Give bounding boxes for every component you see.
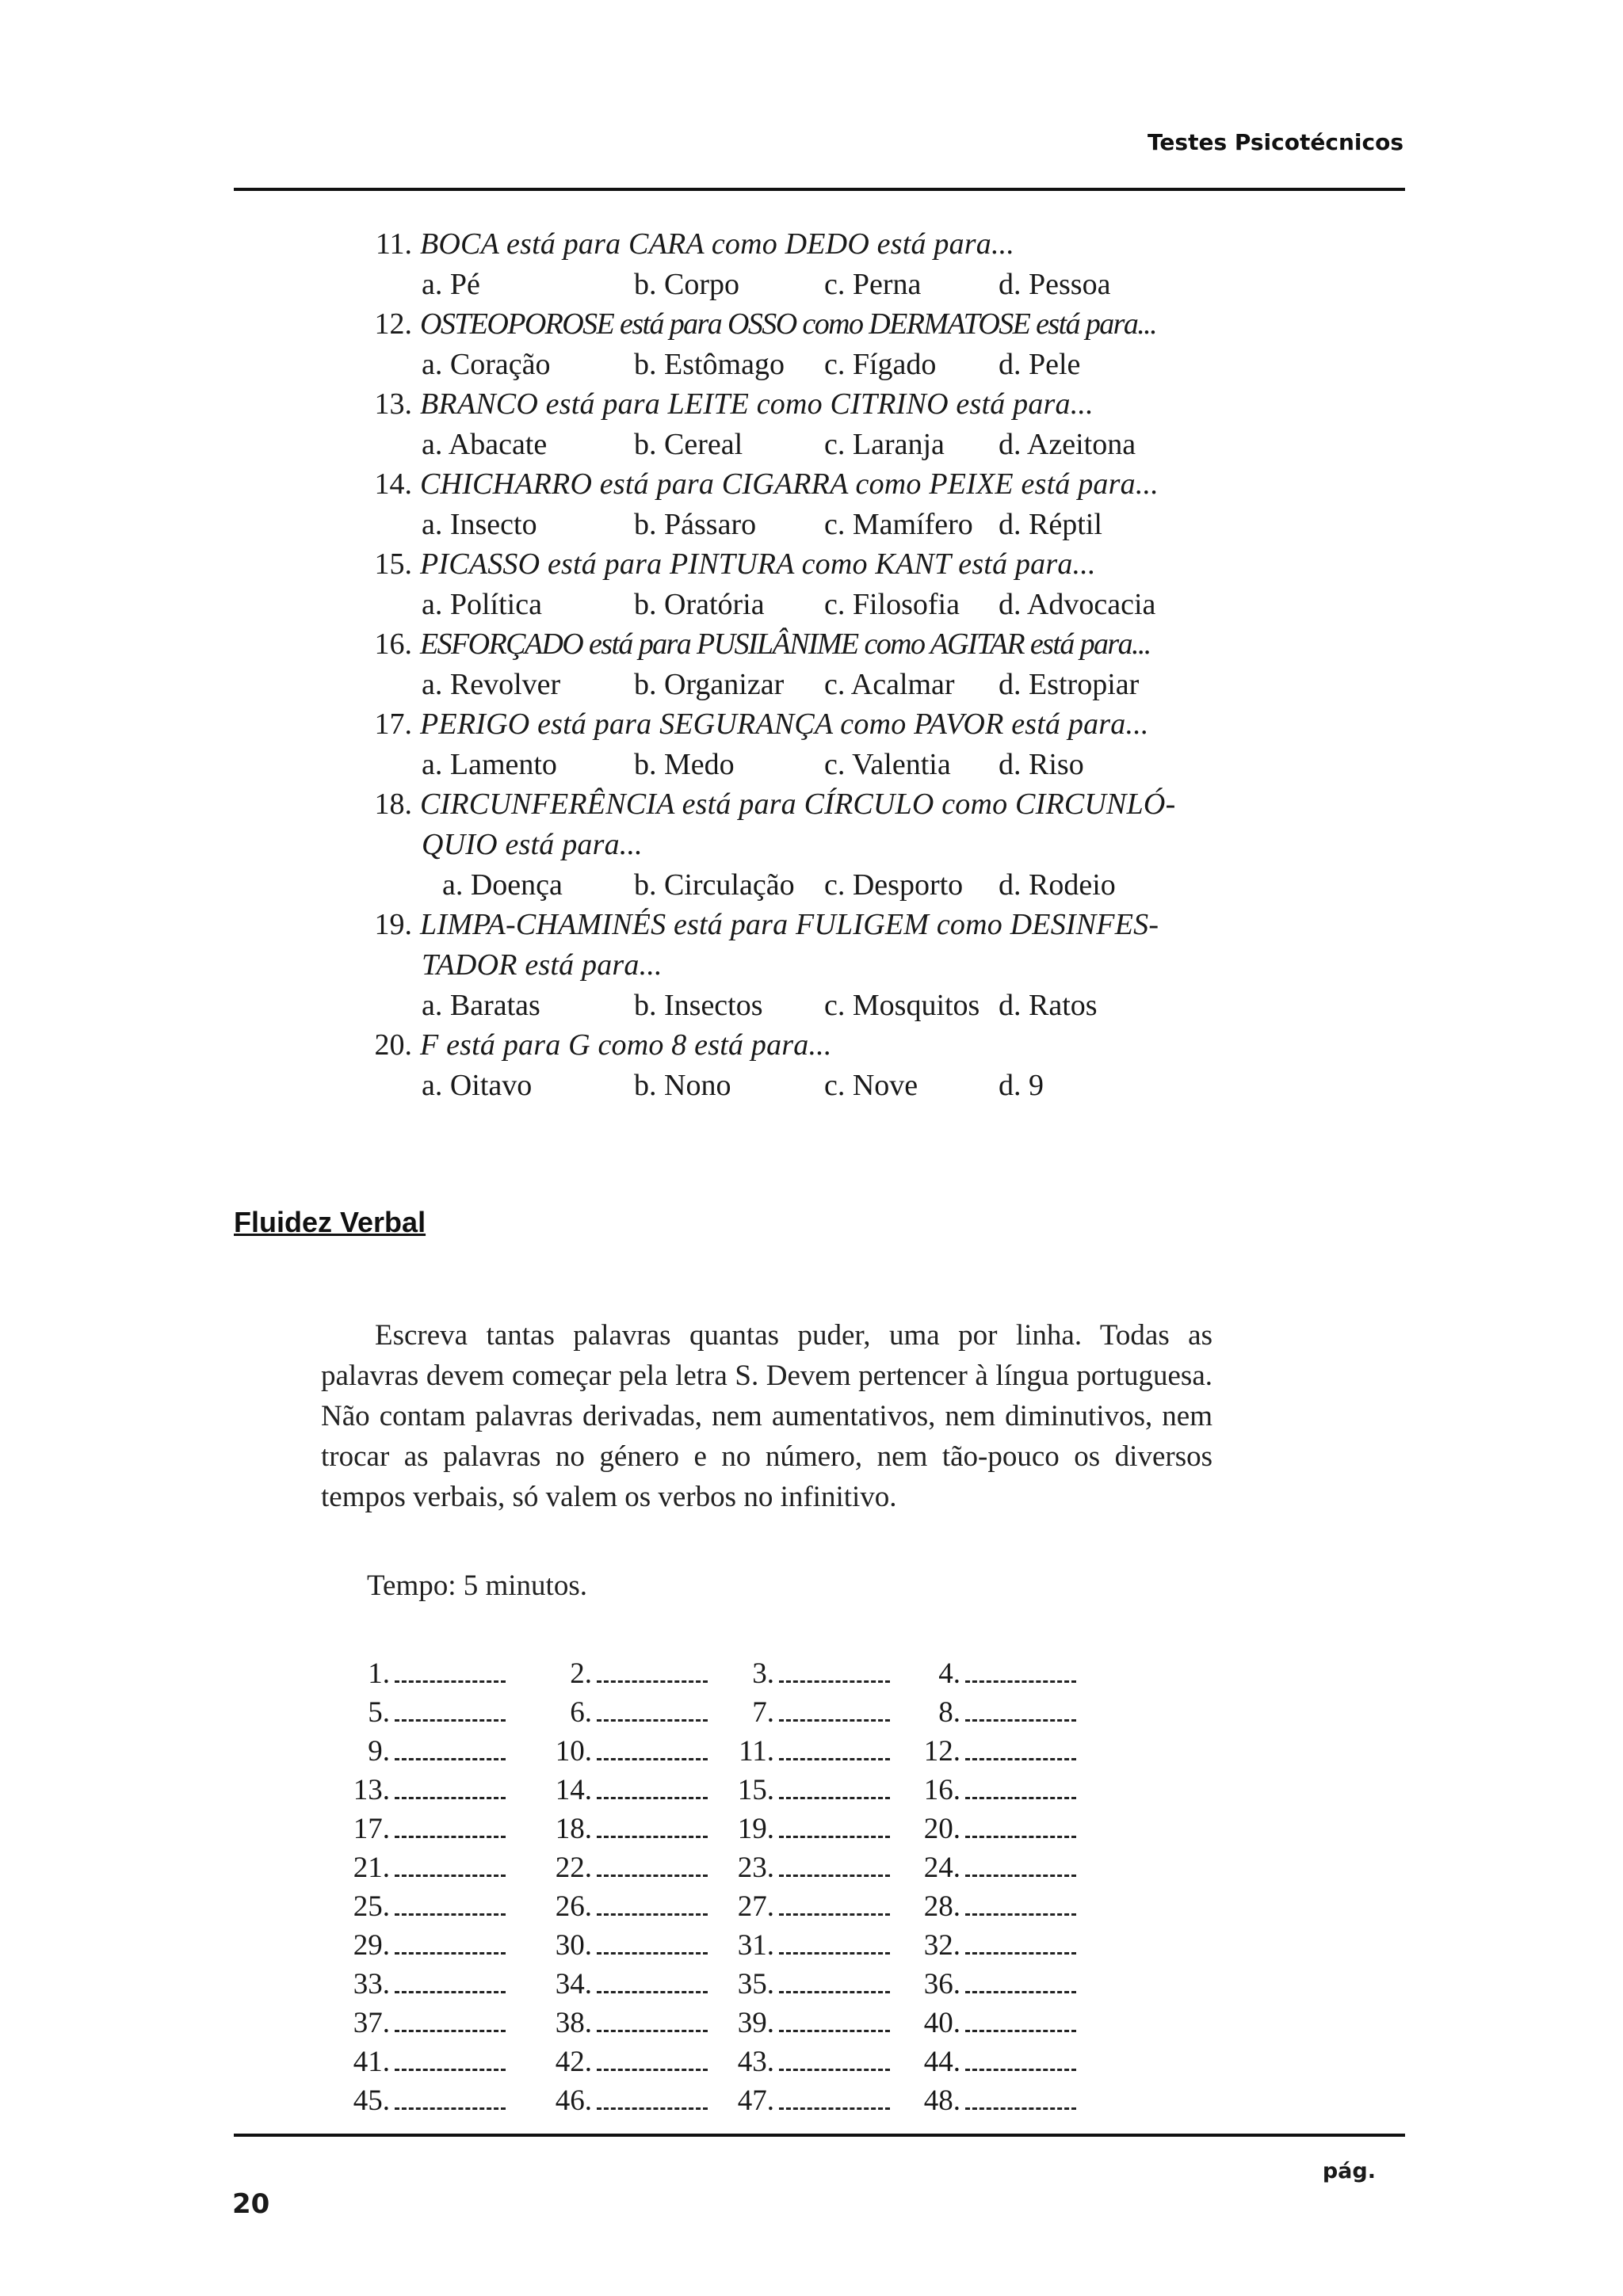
question-number: 20. (374, 1028, 412, 1062)
question-number: 18. (374, 788, 412, 821)
answer-slot-number: 16. (923, 1774, 960, 1806)
option-b: b. Cereal (634, 428, 743, 461)
answer-blank-line[interactable] (779, 1970, 890, 1993)
answer-slot (733, 1926, 890, 1965)
answer-grid-row (349, 1887, 1102, 1926)
option-b: b. Medo (634, 748, 735, 781)
answer-blank-line[interactable] (597, 1699, 708, 1722)
answer-slot (349, 1693, 506, 1732)
option-b: b. Oratória (634, 588, 765, 621)
option-b: b. Corpo (634, 268, 739, 301)
option-d: d. Pessoa (999, 268, 1111, 301)
option-d: d. Pele (999, 348, 1081, 381)
answer-slot (551, 1810, 708, 1848)
answer-slot-number: 21. (353, 1852, 390, 1884)
answer-blank-line[interactable] (395, 1776, 506, 1799)
answer-slot-number: 36. (923, 1968, 960, 2000)
option-a: a. Lamento (422, 748, 557, 781)
header-rule (234, 188, 1405, 191)
question-text: CHICHARRO está para CIGARRA como PEIXE está para... (420, 467, 1159, 501)
answer-blank-line[interactable] (597, 1737, 708, 1760)
answer-grid-row (349, 2042, 1102, 2081)
option-d: d. Advocacia (999, 588, 1156, 621)
answer-slot-number: 15. (737, 1774, 774, 1806)
answer-slot-number: 40. (923, 2007, 960, 2039)
answer-blank-line[interactable] (965, 1893, 1076, 1916)
answer-options (349, 745, 1268, 784)
question-number: 12. (374, 307, 412, 341)
answer-slot-number: 5. (368, 1696, 390, 1729)
answer-slot-number: 29. (353, 1929, 390, 1962)
question-item (349, 624, 1268, 704)
option-c: c. Nove (824, 1069, 918, 1102)
question-number: 19. (374, 908, 412, 941)
answer-slot (919, 2081, 1076, 2120)
option-a: a. Abacate (422, 428, 548, 461)
answer-blank-line[interactable] (965, 1970, 1076, 1993)
answer-blank-line[interactable] (779, 2048, 890, 2071)
page-number: 20 (232, 2188, 270, 2220)
option-a: a. Oitavo (422, 1069, 533, 1102)
answer-slot (919, 1693, 1076, 1732)
option-a: a. Doença (442, 868, 563, 902)
answer-grid-row (349, 1654, 1102, 1693)
answer-slot (919, 1848, 1076, 1887)
answer-slot (919, 1771, 1076, 1810)
answer-slot (349, 1771, 506, 1810)
answer-blank-line[interactable] (395, 1932, 506, 1955)
question-text: ESFORÇADO está para PUSILÂNIME como AGITAR está para... (420, 627, 1151, 661)
option-d: d. Rodeio (999, 868, 1116, 902)
answer-blank-line[interactable] (597, 1893, 708, 1916)
answer-slot (733, 2042, 890, 2081)
answer-blank-line[interactable] (395, 2087, 506, 2110)
answer-slot-number: 37. (353, 2007, 390, 2039)
answer-slot-number: 39. (737, 2007, 774, 2039)
option-d: d. Estropiar (999, 668, 1140, 701)
answer-grid-row (349, 2004, 1102, 2042)
answer-slot-number: 32. (923, 1929, 960, 1962)
answer-slot-number: 26. (555, 1890, 592, 1923)
answer-slot (733, 1732, 890, 1771)
question-item (349, 224, 1268, 304)
answer-slot-number: 23. (737, 1852, 774, 1884)
answer-options (349, 986, 1268, 1025)
answer-blank-line[interactable] (965, 1932, 1076, 1955)
answer-slot (733, 1693, 890, 1732)
option-c: c. Mosquitos (824, 989, 980, 1022)
answer-blank-line[interactable] (779, 1815, 890, 1838)
answer-blank-line[interactable] (597, 1970, 708, 1993)
answer-slot-number: 6. (570, 1696, 592, 1729)
answer-slot-number: 25. (353, 1890, 390, 1923)
answer-slot (733, 1810, 890, 1848)
answer-blank-line[interactable] (597, 1932, 708, 1955)
answer-slot-number: 45. (353, 2084, 390, 2117)
option-c: c. Mamífero (824, 508, 973, 541)
option-a: a. Coração (422, 348, 551, 381)
answer-blank-line[interactable] (965, 1776, 1076, 1799)
answer-slot (919, 1732, 1076, 1771)
answer-blank-line[interactable] (779, 1893, 890, 1916)
answer-grid-row (349, 1965, 1102, 2004)
time-limit-label: Tempo: 5 minutos. (367, 1569, 587, 1602)
answer-grid-row (349, 1848, 1102, 1887)
answer-blank-line[interactable] (779, 2009, 890, 2032)
answer-slot-number: 31. (737, 1929, 774, 1962)
answer-slot-number: 18. (555, 1813, 592, 1845)
answer-slot (349, 1887, 506, 1926)
answer-slot (919, 1926, 1076, 1965)
answer-slot (919, 2004, 1076, 2042)
answer-blank-line[interactable] (395, 2048, 506, 2071)
option-a: a. Pé (422, 268, 480, 301)
answer-blank-line[interactable] (395, 1737, 506, 1760)
answer-blank-line[interactable] (597, 1854, 708, 1877)
answer-slot-number: 17. (353, 1813, 390, 1845)
answer-slot (349, 1654, 506, 1693)
section-heading: Fluidez Verbal (234, 1206, 426, 1238)
answer-options (349, 665, 1268, 704)
option-c: c. Laranja (824, 428, 945, 461)
answer-grid-row (349, 1693, 1102, 1732)
answer-blank-line[interactable] (597, 1660, 708, 1683)
answer-slot (551, 1887, 708, 1926)
answer-blank-line[interactable] (779, 1932, 890, 1955)
instructions-paragraph: Escreva tantas palavras quantas puder, uma por linha. Todas as palavras devem começar pela letra S. Devem pertencer à língua portuguesa. Não contam palavras derivadas, nem aumentativos, nem diminutivos, nem trocar as palavras no género e no número, nem tão-pouco os diversos tempos verbais, só valem os verbos no infinitivo. (321, 1319, 1212, 1513)
answer-slot (349, 1926, 506, 1965)
option-c: c. Perna (824, 268, 922, 301)
answer-blank-line[interactable] (779, 1776, 890, 1799)
answer-slot (551, 1965, 708, 2004)
option-a: a. Baratas (422, 989, 540, 1022)
question-number: 16. (374, 627, 412, 661)
question-item (349, 1025, 1268, 1105)
answer-slot-number: 35. (737, 1968, 774, 2000)
answer-slot-number: 44. (923, 2046, 960, 2078)
answer-slot (349, 2004, 506, 2042)
answer-slot-number: 34. (555, 1968, 592, 2000)
answer-slot (733, 1848, 890, 1887)
answer-slot (919, 2042, 1076, 2081)
answer-slot (919, 1810, 1076, 1848)
question-text: PICASSO está para PINTURA como KANT está para... (420, 547, 1096, 581)
answer-slot-number: 27. (737, 1890, 774, 1923)
answer-blank-line[interactable] (779, 1699, 890, 1722)
answer-blank-line[interactable] (597, 1815, 708, 1838)
option-d: d. Ratos (999, 989, 1098, 1022)
answer-slot (733, 1965, 890, 2004)
answer-blank-line[interactable] (965, 2048, 1076, 2071)
answer-slot-number: 8. (938, 1696, 960, 1729)
answer-slot-number: 1. (368, 1657, 390, 1690)
answer-slot (349, 1848, 506, 1887)
answer-slot-number: 3. (752, 1657, 774, 1690)
question-number: 14. (374, 467, 412, 501)
answer-slot (733, 1654, 890, 1693)
answer-slot (551, 2042, 708, 2081)
answer-slot (919, 1654, 1076, 1693)
answer-blank-line[interactable] (395, 1699, 506, 1722)
question-item (349, 905, 1268, 1025)
option-c: c. Valentia (824, 748, 951, 781)
answer-options (349, 425, 1268, 464)
answer-slot-number: 46. (555, 2084, 592, 2117)
answer-slot-number: 11. (739, 1735, 774, 1768)
answer-slot (551, 2081, 708, 2120)
question-text: CIRCUNFERÊNCIA está para CÍRCULO como CIRCUNLÓ- (420, 788, 1176, 821)
question-item (349, 464, 1268, 544)
option-a: a. Insecto (422, 508, 537, 541)
answer-blank-line[interactable] (779, 1737, 890, 1760)
answer-grid-row (349, 1810, 1102, 1848)
answer-blank-line[interactable] (395, 1815, 506, 1838)
answer-slot (919, 1965, 1076, 2004)
option-c: c. Filosofia (824, 588, 960, 621)
question-number: 17. (374, 707, 412, 741)
answer-blank-line[interactable] (395, 1893, 506, 1916)
answer-slot-number: 9. (368, 1735, 390, 1768)
answer-slot (733, 2004, 890, 2042)
answer-slot (551, 1848, 708, 1887)
question-item (349, 384, 1268, 464)
answer-options (349, 265, 1268, 304)
answer-blank-line[interactable] (965, 1815, 1076, 1838)
answer-blank-line[interactable] (965, 1737, 1076, 1760)
answer-slot-number: 47. (737, 2084, 774, 2117)
answer-options (349, 505, 1268, 544)
answer-options (349, 1066, 1268, 1105)
option-d: d. Azeitona (999, 428, 1136, 461)
option-b: b. Estômago (634, 348, 785, 381)
answer-slot-number: 43. (737, 2046, 774, 2078)
answer-slot (349, 2042, 506, 2081)
answer-slot (349, 2081, 506, 2120)
answer-slot-number: 24. (923, 1852, 960, 1884)
answer-slot (733, 1771, 890, 1810)
answer-slot-number: 22. (555, 1852, 592, 1884)
option-b: b. Nono (634, 1069, 731, 1102)
answer-slot (551, 1771, 708, 1810)
answer-slot-number: 4. (938, 1657, 960, 1690)
question-number: 11. (375, 227, 412, 261)
option-b: b. Insectos (634, 989, 763, 1022)
question-item (349, 784, 1268, 905)
option-a: a. Política (422, 588, 542, 621)
question-text: PERIGO está para SEGURANÇA como PAVOR está para... (420, 707, 1149, 741)
answer-blank-line[interactable] (395, 1970, 506, 1993)
answer-blank-line[interactable] (395, 1660, 506, 1683)
question-text-continued: TADOR está para... (422, 948, 663, 982)
answer-blank-line[interactable] (597, 2087, 708, 2110)
answer-slot-number: 41. (353, 2046, 390, 2078)
answer-slot-number: 20. (923, 1813, 960, 1845)
answer-options (349, 345, 1268, 384)
answer-slot (349, 1965, 506, 2004)
answer-slot-number: 13. (353, 1774, 390, 1806)
question-item (349, 544, 1268, 624)
answer-slot (551, 2004, 708, 2042)
running-header-title: Testes Psicotécnicos (1148, 129, 1403, 155)
answer-slot (919, 1887, 1076, 1926)
answer-grid-row (349, 1771, 1102, 1810)
answer-grid-row (349, 1926, 1102, 1965)
answer-grid-row (349, 2081, 1102, 2120)
question-item (349, 304, 1268, 384)
answer-blank-line[interactable] (597, 1776, 708, 1799)
answer-slot-number: 10. (555, 1735, 592, 1768)
question-number: 13. (374, 387, 412, 421)
option-b: b. Circulação (634, 868, 795, 902)
option-b: b. Organizar (634, 668, 785, 701)
answer-options (349, 585, 1268, 624)
answer-blank-line[interactable] (779, 1660, 890, 1683)
answer-slot (733, 2081, 890, 2120)
answer-slot-number: 2. (570, 1657, 592, 1690)
option-b: b. Pássaro (634, 508, 757, 541)
question-text: OSTEOPOROSE está para OSSO como DERMATOSE está para... (420, 307, 1156, 341)
answer-blank-line[interactable] (965, 2087, 1076, 2110)
answer-grid (349, 1654, 1102, 2120)
answer-blank-line[interactable] (965, 1660, 1076, 1683)
answer-blank-line[interactable] (395, 1854, 506, 1877)
question-text: F está para G como 8 está para... (420, 1028, 832, 1062)
answer-slot-number: 19. (737, 1813, 774, 1845)
question-number: 15. (374, 547, 412, 581)
option-c: c. Desporto (824, 868, 964, 902)
analogy-questions-list (349, 224, 1268, 1105)
answer-slot-number: 33. (353, 1968, 390, 2000)
answer-blank-line[interactable] (779, 2087, 890, 2110)
question-text: BRANCO está para LEITE como CITRINO está para... (420, 387, 1094, 421)
answer-slot (551, 1926, 708, 1965)
option-d: d. Riso (999, 748, 1084, 781)
answer-slot-number: 12. (923, 1735, 960, 1768)
answer-blank-line[interactable] (597, 2009, 708, 2032)
answer-slot-number: 42. (555, 2046, 592, 2078)
option-d: d. Réptil (999, 508, 1102, 541)
question-text: BOCA está para CARA como DEDO está para... (420, 227, 1015, 261)
question-item (349, 704, 1268, 784)
answer-slot-number: 28. (923, 1890, 960, 1923)
answer-blank-line[interactable] (779, 1854, 890, 1877)
answer-grid-row (349, 1732, 1102, 1771)
answer-slot-number: 14. (555, 1774, 592, 1806)
answer-slot (349, 1732, 506, 1771)
answer-options (349, 865, 1268, 905)
answer-slot (733, 1887, 890, 1926)
page-label: pág. (1322, 2159, 1376, 2183)
answer-slot-number: 48. (923, 2084, 960, 2117)
question-text: LIMPA-CHAMINÉS está para FULIGEM como DESINFES- (420, 908, 1159, 941)
option-d: d. 9 (999, 1069, 1044, 1102)
answer-slot (551, 1732, 708, 1771)
answer-slot-number: 30. (555, 1929, 592, 1962)
answer-slot (551, 1693, 708, 1732)
answer-slot (349, 1810, 506, 1848)
answer-blank-line[interactable] (597, 2048, 708, 2071)
footer-rule (234, 2134, 1405, 2137)
answer-blank-line[interactable] (395, 2009, 506, 2032)
answer-slot-number: 38. (555, 2007, 592, 2039)
answer-blank-line[interactable] (965, 2009, 1076, 2032)
option-a: a. Revolver (422, 668, 561, 701)
answer-slot (551, 1654, 708, 1693)
option-c: c. Acalmar (824, 668, 955, 701)
answer-blank-line[interactable] (965, 1854, 1076, 1877)
option-c: c. Fígado (824, 348, 937, 381)
answer-blank-line[interactable] (965, 1699, 1076, 1722)
answer-slot-number: 7. (752, 1696, 774, 1729)
question-text-continued: QUIO está para... (422, 828, 643, 861)
